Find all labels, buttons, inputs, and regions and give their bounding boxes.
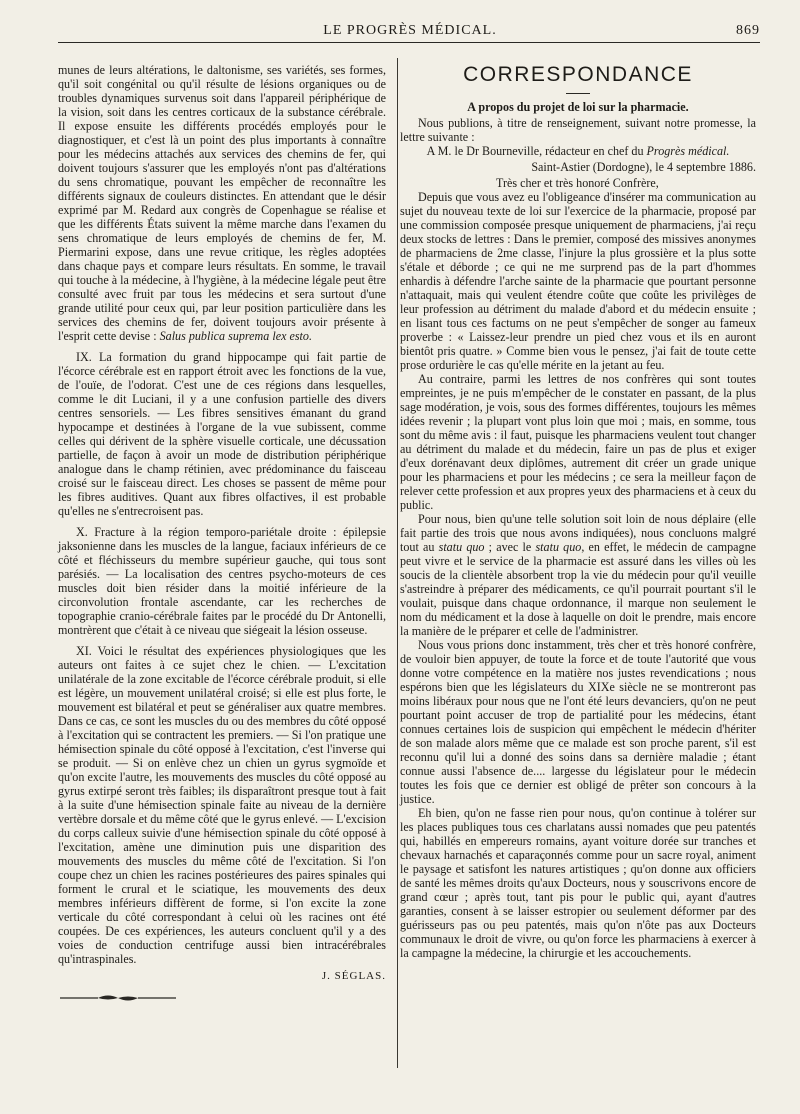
review-paragraph: munes de leurs altérations, le daltonisme, ses variétés, ses formes, qu'il soit congénital ou qu'il résulte de lésions organiques ou de troubles dynamiques survenus soit dans l'appareil périphérique de la vision, soit dans les centres corticaux de la substance cérébrale. Il expose ensuite les différents procédés employés pour le diagnostiquer, et c'est là un point des plus importants à connaître pour les médecins attachés aux services des chemins de fer, qui doivent toujours s'assurer que les employés n'ont pas d'altérations du sens chromatique, pouvant les empêcher de reconnaître les différents signaux de couleurs distinctes. En attendant que le désir exprimé par M. Redard aux congrès de Copenhague se réalise et que les différents États suivent la même marche dans l'examen du sens chromatique de leurs employés de chemins de fer, M. Piermarini expose, dans une revue critique, les règles adoptées dans chaque pays et compare leurs résultats. En somme, le travail qui touche à la médecine, à l'hygiène, à la médecine légale peut être consulté avec fruit par tous les médecins et sera surtout d'une grande utilité pour ceux qui, par leur position particulière dans les services des chemins de fer, doivent toujours avoir présente à l'esprit cette devise : Salus publica suprema lex esto. [58, 63, 386, 343]
journal-name: Progrès médical. [646, 144, 730, 158]
article-subheading: A propos du projet de loi sur la pharmacie. [467, 100, 689, 114]
letter-address: A M. le Dr Bourneville, rédacteur en chef du Progrès médical. [426, 144, 730, 158]
section-x-paragraph: X. Fracture à la région temporo-pariétale droite : épilepsie jaksonienne dans les muscles de la langue, faciaux inférieurs de ce côté et fléchisseurs du membre supérieur gauche, qui tous sont parésiés. — La localisation des centres psycho-moteurs de ces muscles doit bien résider dans la moitié inférieure de la circonvolution frontale ascendante, car les recherches de topographie cranio-cérébrale faites par le procédé du Dr Antonelli, montrèrent que c'était à ce niveau que siégeait la lésion osseuse. [58, 525, 386, 637]
letter-paragraph: Au contraire, parmi les lettres de nos confrères qui sont toutes empreintes, je ne puis m'empêcher de le constater en passant, de la plus sage modération, je vois, sous des formes différentes, toujours les mêmes idées revenir ; la plupart vont plus loin que moi ; mais, en somme, tous sont du même avis : il faut, puisque les pharmaciens veulent tout changer au détriment du malade et du médecin, faire un pas de plus et exiger d'eux dorénavant deux diplômes, autrement dit créer un grade unique pour les pharmaciens et pour les médecins ; ce sera la meilleur façon de relever cette profession et aux propres yeux des pharmaciens et à ceux du public. [400, 372, 756, 512]
divider-ornament [58, 993, 178, 1003]
section-ix-paragraph: IX. La formation du grand hippocampe qui fait partie de l'écorce cérébrale est en rapport étroit avec les fonctions de la vue, de l'ouïe, de l'odorat. C'est une de ces régions dans lesquelles, comme le dit Luciani, il y a une confusion partielle des divers centres sensoriels. — Les fibres sensitives émanant du grand hypocampe et destinées à l'organe de la vue subissent, comme celles qui dérivent de la sphère visuelle corticale, une décussation partielle, de façon à avoir un mode de distribution périphérique analogue dans le champ rétinien, avec prédominance du faisceau croisé sur le faisceau direct. Les choses se passent de même pour les fibres auditives. Quant aux fibres olfactives, il est probable qu'elles ne s'entrecroisent pas. [58, 350, 386, 518]
section-xi-paragraph: XI. Voici le résultat des expériences physiologiques que les auteurs ont faites à ce sujet chez le chien. — L'excitation unilatérale de la zone excitable de l'écorce cérébrale produit, si elle est légère, un mouvement unilatéral croisé; si elle est plus forte, le mouvement est bilatéral et peut se généraliser aux quatre membres. Dans ce cas, ce sont les muscles du ou des membres du côté opposé à l'excitation qui se contractent les premiers. — Si l'on pratique une hémisection spinale du côté opposé à l'excitation, c'est l'inverse qui se produit. — Si on enlève chez un chien un gyrus sygmoïde et qu'on excite l'autre, les mouvements des muscles du côté opposé au gyrus extirpé seront très faibles; ils disparaîtront presque tout à fait à la suite d'une hémisection spinale faite au niveau de la dernière vertèbre dorsale et du même côté que le gyrus enlevé. — L'excision du corps calleux suivie d'une hémisection spinale du côté opposé à l'excitation, amène une diminution puis une disparition des mouvements des muscles du même côté de l'excitation. Si l'on coupe chez un chien les racines postérieures des paires spinales qui forment le crural et le sciatique, les mouvements des deux membres inférieurs diffèrent de forme, si l'on excite la zone verticale du côté correspondant à celui où les racines ont été coupées. De ces expériences, les auteurs concluent qu'il y a des voies de conduction centrifuge aussi bien intracérébrales qu'intraspinales. [58, 644, 386, 966]
page-number: 869 [736, 23, 760, 38]
left-column [58, 63, 386, 1006]
header-rule [58, 42, 760, 43]
salutation: Très cher et très honoré Confrère, [496, 176, 659, 190]
latin-motto: Salus publica suprema lex esto. [159, 329, 312, 343]
letter-paragraph: Eh bien, qu'on ne fasse rien pour nous, qu'on continue à tolérer sur les places publiques tous ces charlatans aussi nomades que peu patentés qui, habillés en empereurs romains, ayant voiture dorée sur tranches et chevaux harnachés et caparaçonnés comme pour un sacre royal, animent le paysage et satisfont les natures artistiques ; qu'on donne aux officiers de santé les mêmes droits qu'aux Docteurs, nous y souscrivons encore de grand cœur ; après tout, tant pis pour le public qui, ayant d'autres garanties, consent à se laisser estropier ou seulement déformer par des guérisseurs pas ou peu patentés, mais qu'on n'ôte pas aux Docteurs communaux le droit de vivre, ou qu'on force les pharmaciens à exercer à la campagne la médecine, la chirurgie et les accouchements. [400, 806, 756, 960]
section-title: CORRESPONDANCE [463, 63, 693, 86]
right-column [400, 63, 756, 960]
place-date: Saint-Astier (Dordogne), le 4 septembre 1886. [531, 160, 756, 174]
letter-paragraph: Nous vous prions donc instamment, très cher et très honoré confrère, de vouloir bien appuyer, de toute la force et de toute l'autorité que vous donne votre compétence en la matière nos justes revendications ; nous espérons bien que les législateurs du XIXe siècle ne se montreront pas moins libéraux pour nous que ne l'ont été leurs devanciers, qu'on ne peut pourtant point accuser de trop de partialité pour les médecins, étant connues certaines lois de suspicion qui empêchent le médecin d'hériter de son malade alors même que ce malade est son proche parent, s'il est reconnu qu'il lui a donné des soins dans sa dernière maladie ; étant connue aussi l'absence de.... largesse du législateur pour le médecin toutes les fois que ce dernier est obligé de prêter son concours à la justice. [400, 638, 756, 806]
letter-paragraph: Pour nous, bien qu'une telle solution soit loin de nous déplaire (elle fait partie des trois que nous avons indiquées), nous concluons malgré tout au statu quo ; avec le statu quo, en effet, le médecin de campagne peut vivre et le service de la pharmacie est assuré dans les villes où les soucis de la clientèle absorbent trop la vie du médecin pour qu'il veuille s'astreindre à préparer des médicaments, ce qu'il pourrait pourtant s'il le voulait, puisque dans chaque ordonnance, il marque non seulement le nom du médicament et la dose à laquelle on doit le prendre, mais encore la manière de le préparer et celle de l'administrer. [400, 512, 756, 638]
journal-title: LE PROGRÈS MÉDICAL. [323, 23, 497, 38]
signature: J. SÉGLAS. [321, 970, 386, 982]
letter-paragraph: Depuis que vous avez eu l'obligeance d'insérer ma communication au sujet du nouveau texte de loi sur l'exercice de la pharmacie, proposé par une commission composée presque uniquement de pharmaciens, j'ai reçu deux stocks de lettres : Dans le premier, composé des missives anonymes de pharmaciens de 2me classe, l'injure la plus grossière et la plus sotte s'étale et déborde ; ce qui ne me surprend pas de la part d'hommes enhardis à défendre l'arche sainte de la pharmacie que pourtant personne n'attaquait, mais qui veulent étendre coûte que coûte les privilèges de leur profession au détriment du malade d'abord et du médecin ensuite ; en lisant tous ces factums on ne peut s'empêcher de songer au fameux proverbe : « Laissez-leur prendre un pied chez vous et ils en auront bientôt pris quatre. » Comme bien vous le pensez, j'ai fait de toute cette prose ordurière le cas qu'elle mérite en la jetant au feu. [400, 190, 756, 372]
intro-paragraph: Nous publions, à titre de renseignement, suivant notre promesse, la lettre suivante : [400, 116, 756, 144]
column-divider [397, 58, 398, 1068]
title-dash [566, 93, 590, 94]
